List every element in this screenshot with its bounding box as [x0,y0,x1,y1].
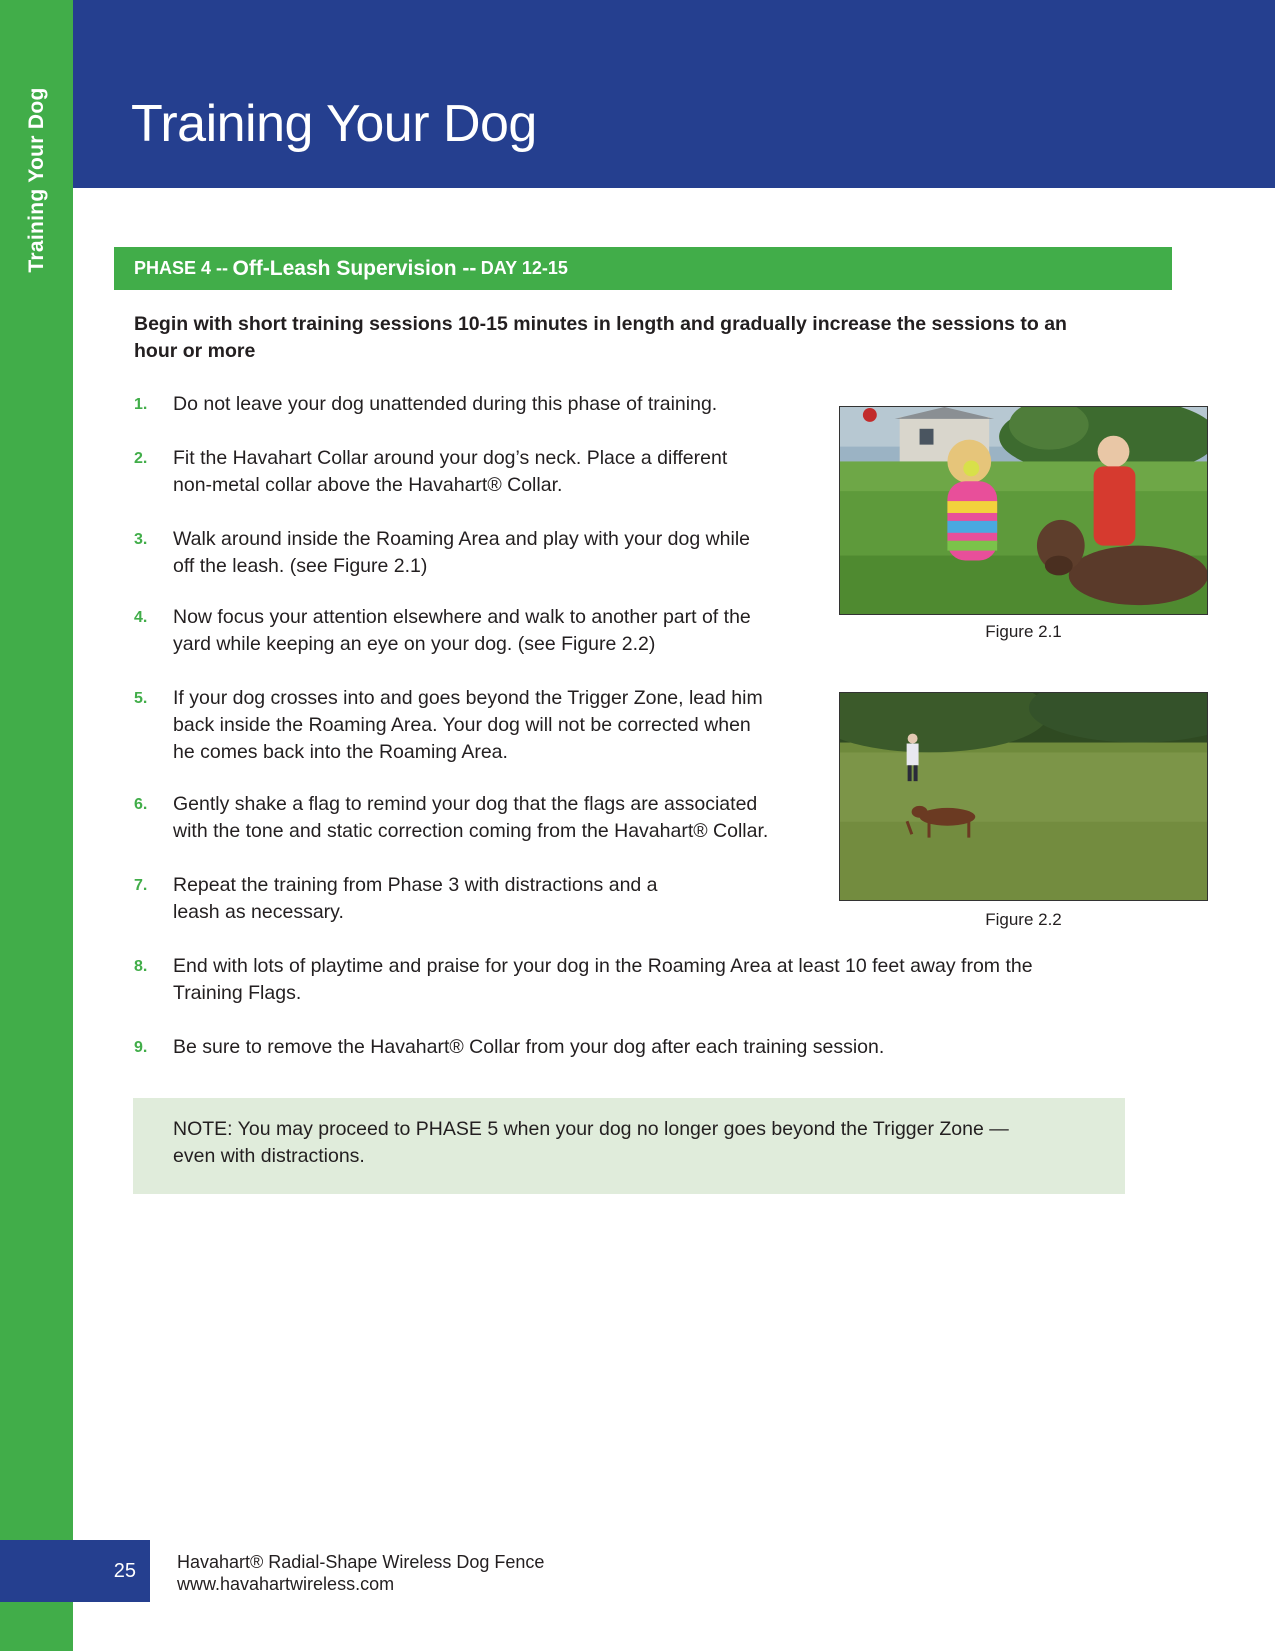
side-bar [0,0,73,1651]
step-number: 4. [134,609,148,626]
phase-prefix: PHASE 4 -- [134,258,229,278]
list-item [134,1034,884,1061]
step-text: Gently shake a flag to remind your dog that the flags are associated with the tone and static correction coming from the Havahart® Collar. [173,793,769,842]
page-number: 25 [0,1540,150,1602]
figure-photo-children-dog [839,406,1208,615]
step-text: Fit the Havahart Collar around your dog’s neck. Place a different non-metal collar above the Havahart® Collar. [173,447,728,496]
step-text: Repeat the training from Phase 3 with distractions and a leash as necessary. [173,874,658,923]
phase-title: Off-Leash Supervision -- [232,256,477,280]
footer-url: www.havahartwireless.com [177,1574,395,1594]
step-number: 3. [134,531,148,548]
step-number: 1. [134,396,148,413]
step-text: Walk around inside the Roaming Area and play with your dog while off the leash. (see Figure 2.1) [173,528,751,577]
footer-product: Havahart® Radial-Shape Wireless Dog Fence [177,1552,545,1572]
list-item [134,685,763,766]
step-text: Be sure to remove the Havahart® Collar from your dog after each training session. [173,1036,885,1058]
step-number: 7. [134,877,148,894]
figure-caption: Figure 2.1 [985,622,1062,641]
step-number: 9. [134,1039,148,1056]
list-item [134,791,768,845]
figure-caption: Figure 2.2 [985,910,1062,929]
step-text: End with lots of playtime and praise for your dog in the Roaming Area at least 10 feet away from the Training Flags. [173,955,1033,1004]
header-banner [73,0,1275,188]
step-text: If your dog crosses into and goes beyond the Trigger Zone, lead him back inside the Roaming Area. Your dog will not be corrected when he comes back into the Roaming Area. [173,687,763,763]
list-item [134,445,727,499]
step-number: 2. [134,450,148,467]
note-box [133,1098,1125,1194]
footer [177,1551,544,1595]
side-section-label: Training Your Dog [25,87,48,273]
list-item [134,604,751,658]
step-number: 5. [134,690,148,707]
step-text: Do not leave your dog unattended during this phase of training. [173,393,718,415]
step-text: Now focus your attention elsewhere and walk to another part of the yard while keeping an eye on your dog. (see Figure 2.2) [173,606,751,655]
step-number: 6. [134,796,148,813]
intro-text: Begin with short training sessions 10-15 minutes in length and gradually increase the sessions to an hour or more [134,313,1067,362]
list-item [134,953,1033,1007]
note-text: NOTE: You may proceed to PHASE 5 when your dog no longer goes beyond the Trigger Zone — even with distractions. [173,1118,1009,1167]
list-item [134,391,717,418]
page-title: Training Your Dog [131,95,537,153]
list-item [134,872,658,926]
phase-heading [114,247,1172,290]
step-number: 8. [134,958,148,975]
phase-days: DAY 12-15 [480,258,568,278]
list-item [134,526,750,580]
figure-photo-dog-lawn [839,692,1208,901]
